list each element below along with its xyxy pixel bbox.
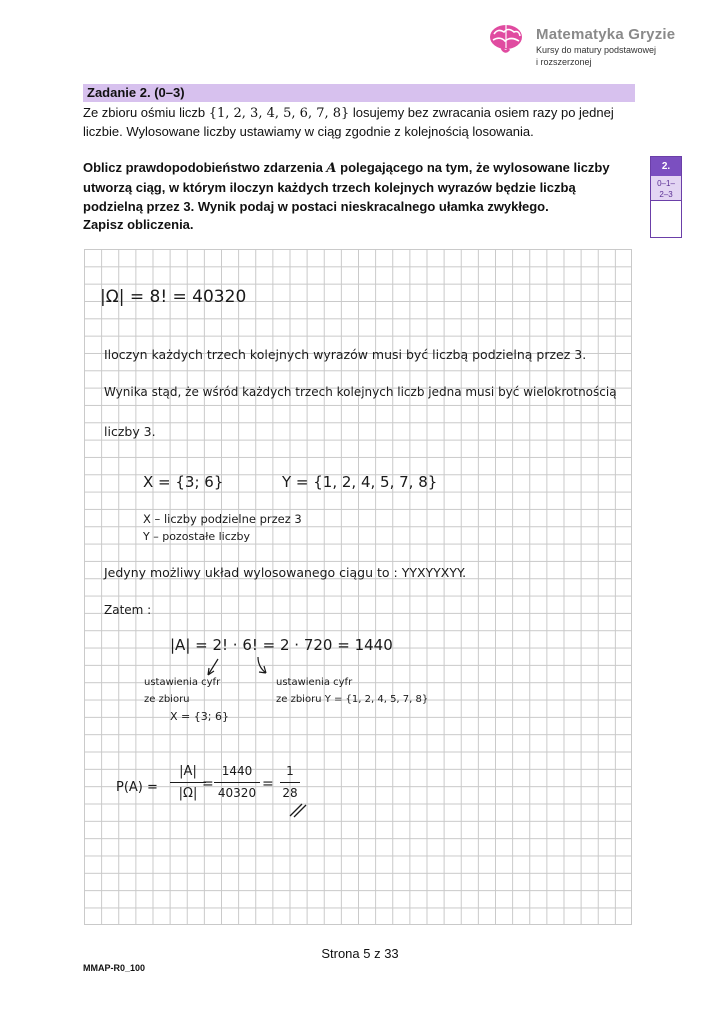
task-command-line-1: Oblicz prawdopodobieństwo zdarzenia A polegającego na tym, że wylosowane liczby xyxy=(83,160,610,176)
brand-name: Matematyka Gryzie xyxy=(536,26,676,43)
solution-line-2: Wynika stąd, że wśród każdych trzech kolejnych liczb jedna musi być wielokrotnością xyxy=(104,385,617,399)
set-x: X = {3; 6} xyxy=(143,473,224,491)
note-right-line-2: ze zbioru Y = {1, 2, 4, 5, 7, 8} xyxy=(276,694,429,705)
solution-line-1: Iloczyn każdych trzech kolejnych wyrazów musi być liczbą podzielną przez 3. xyxy=(104,347,587,362)
solution-line-3: liczby 3. xyxy=(104,424,156,439)
task-command-line-4: Zapisz obliczenia. xyxy=(83,217,194,232)
fraction-1-numerator: |A| xyxy=(179,764,197,779)
fraction-3-bar xyxy=(280,782,300,783)
number-set: {1, 2, 3, 4, 5, 6, 7, 8} xyxy=(208,106,350,121)
fraction-1-denominator: |Ω| xyxy=(178,786,198,801)
task-command-line-2: utworzą ciąg, w którym iloczyn każdych trzech kolejnych wyrazów będzie liczbą xyxy=(83,180,576,195)
note-right-line-1: ustawienia cyfr xyxy=(276,677,353,688)
set-y: Y = {1, 2, 4, 5, 7, 8} xyxy=(282,473,438,491)
therefore-label: Zatem : xyxy=(104,603,152,617)
score-task-number: 2. xyxy=(651,157,681,176)
event-variable: A xyxy=(326,161,337,176)
note-left-line-2: ze zbioru xyxy=(144,694,190,705)
score-box xyxy=(650,156,682,238)
omega-cardinality: |Ω| = 8! = 40320 xyxy=(100,287,247,307)
equals-sign-2: = xyxy=(262,776,274,792)
annotation-arrows xyxy=(200,655,280,679)
brand-tagline-2: i rozszerzonej xyxy=(536,57,592,67)
page-number: Strona 5 z 33 xyxy=(321,946,399,961)
sequence-layout: Jedyny możliwy układ wylosowanego ciągu to : YYXYYXYY. xyxy=(104,565,467,580)
definition-x: X – liczby podzielne przez 3 xyxy=(143,512,302,526)
task-intro-line-2: liczbie. Wylosowane liczby ustawiamy w ciąg zgodnie z kolejnością losowania. xyxy=(83,124,534,139)
fraction-2-denominator: 40320 xyxy=(217,786,257,800)
final-answer-mark xyxy=(288,802,308,818)
fraction-2-numerator: 1440 xyxy=(221,764,253,778)
probability-label: P(A) = xyxy=(116,780,158,795)
fraction-1-bar xyxy=(170,782,206,783)
definition-y: Y – pozostałe liczby xyxy=(143,530,251,543)
document-code: MMAP-R0_100 xyxy=(83,963,146,973)
note-left-line-1: ustawienia cyfr xyxy=(144,677,221,688)
equals-sign-1: = xyxy=(202,776,214,792)
event-cardinality: |A| = 2! · 6! = 2 · 720 = 1440 xyxy=(170,636,393,654)
fraction-3-denominator: 28 xyxy=(282,786,298,800)
fraction-3-numerator: 1 xyxy=(286,764,294,778)
task-command-line-3: podzielną przez 3. Wynik podaj w postaci nieskracalnego ułamka zwykłego. xyxy=(83,199,549,214)
task-title: Zadanie 2. (0–3) xyxy=(87,85,185,100)
note-left-line-3: X = {3; 6} xyxy=(170,710,229,723)
score-points: 0–1– 2–3 xyxy=(651,176,681,201)
fraction-2-bar xyxy=(214,782,260,783)
brain-icon xyxy=(488,22,524,56)
task-intro-line-1: Ze zbioru ośmiu liczb {1, 2, 3, 4, 5, 6, 7, 8} losujemy bez zwracania osiem razy po jednej xyxy=(83,105,614,121)
brand-tagline: Kursy do matury podstawowej xyxy=(536,45,657,55)
